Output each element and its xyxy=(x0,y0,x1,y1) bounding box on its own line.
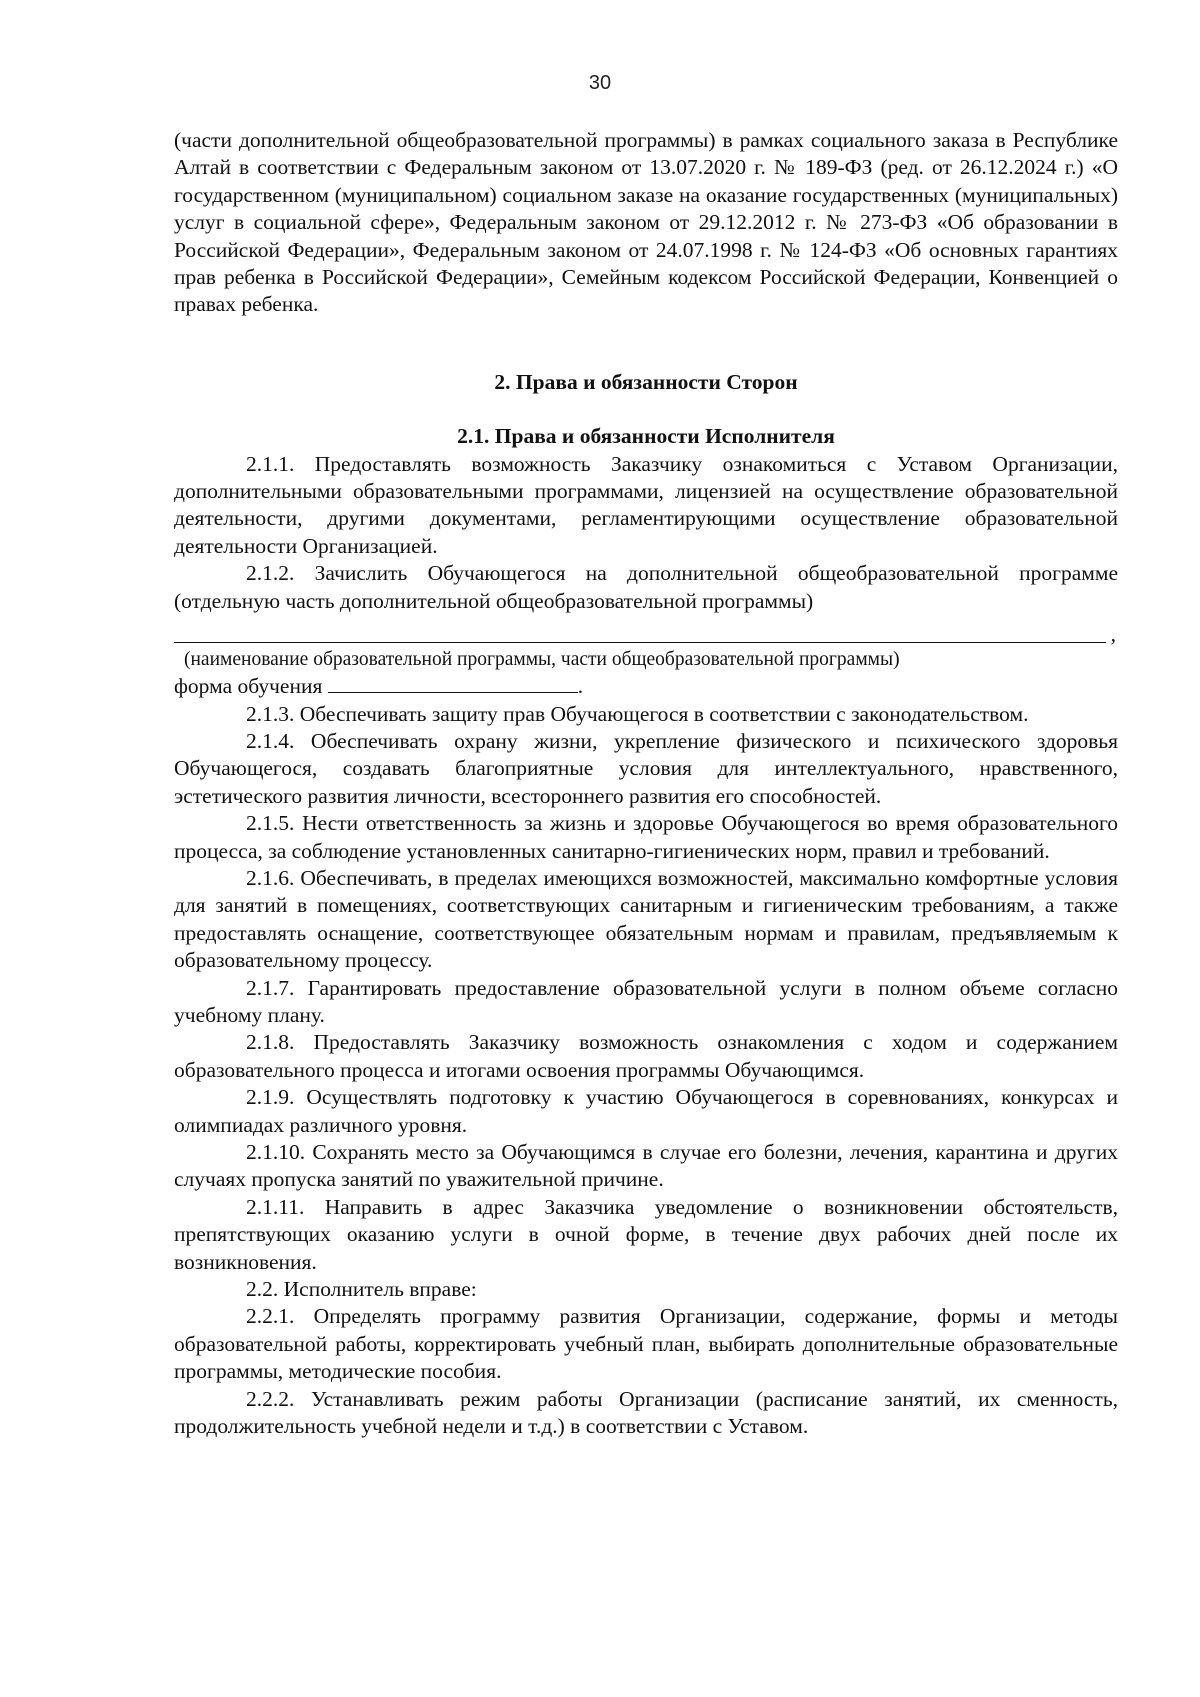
document-body xyxy=(174,127,1118,1440)
clause-2-1-11: 2.1.11. Направить в адрес Заказчика уведомление о возникновении обстоятельств, препятствующих оказанию услуги в очной форме, в течение двух рабочих дней после их возникновения. xyxy=(174,1194,1118,1274)
study-form-label: форма обучения xyxy=(174,674,323,699)
clause-2-1-6: 2.1.6. Обеспечивать, в пределах имеющихся возможностей, максимально комфортные условия для занятий в помещениях, соответствующих санитарным и гигиеническим требованиям, а также предоставлять оснащение, соответствующее обязательным нормам и правилам, предъявляемым к образовательному процессу. xyxy=(174,865,1118,973)
clause-2-1-2: 2.1.2. Зачислить Обучающегося на дополнительной общеобразовательной программе (отдельную часть дополнительной общеобразовательной программы) xyxy=(174,561,1118,613)
page-number: 30 xyxy=(588,72,612,94)
clause-2-1-7: 2.1.7. Гарантировать предоставление образовательной услуги в полном объеме согласно учебному плану. xyxy=(174,975,1118,1027)
section-title: 2. Права и обязанности Сторон xyxy=(494,369,798,394)
clause-2-2: 2.2. Исполнитель вправе: xyxy=(246,1277,477,1302)
clause-2-1-10: 2.1.10. Сохранять место за Обучающимся в случае его болезни, лечения, карантина и других случаях пропуска занятий по уважительной причине. xyxy=(174,1140,1118,1192)
clause-2-1-8: 2.1.8. Предоставлять Заказчику возможность ознакомления с ходом и содержанием образовательного процесса и итогами освоения программы Обучающимся. xyxy=(174,1030,1118,1082)
clause-2-1-3: 2.1.3. Обеспечивать защиту прав Обучающегося в соответствии с законодательством. xyxy=(246,701,1029,726)
clause-2-1-9: 2.1.9. Осуществлять подготовку к участию Обучающегося в соревнованиях, конкурсах и олимпиадах различного уровня. xyxy=(174,1085,1118,1137)
blank-comma: , xyxy=(1110,621,1116,646)
clause-2-1-4: 2.1.4. Обеспечивать охрану жизни, укрепление физического и психического здоровья Обучающегося, создавать благоприятные условия для интеллектуального, нравственного, эстетического развития личности, всестороннего развития его способностей. xyxy=(174,728,1118,808)
study-form-end: . xyxy=(577,674,584,699)
clause-2-2-2: 2.2.2. Устанавливать режим работы Организации (расписание занятий, их сменность, продолжительность учебной недели и т.д.) в соответствии с Уставом. xyxy=(174,1386,1118,1439)
program-name-blank xyxy=(174,615,1116,646)
program-name-caption: (наименование образовательной программы, части общеобразовательной программы) xyxy=(184,649,900,671)
clause-2-1-1: 2.1.1. Предоставлять возможность Заказчику ознакомиться с Уставом Организации, дополнительными образовательными программами, лицензией на осуществление образовательной деятельности, другими документами, регламентирующими осуществление образовательной деятельности Организацией. xyxy=(174,451,1118,558)
subsection-title: 2.1. Права и обязанности Исполнителя xyxy=(457,424,835,449)
clause-2-1-5: 2.1.5. Нести ответственность за жизнь и здоровье Обучающегося во время образовательного процесса, за соблюдение установленных санитарно-гигиенических норм, правил и требований. xyxy=(174,811,1118,863)
study-form-blank xyxy=(328,674,578,693)
intro-paragraph: (части дополнительной общеобразовательной программы) в рамках социального заказа в Республике Алтай в соответствии с Федеральным законом от 13.07.2020 г. № 189-ФЗ (ред. от 26.12.2024 г.) «О государственном (муниципальном) социальном заказе на оказание государственных (муниципальных) услуг в социальной сфере», Федеральным законом от 29.12.2012 г. № 273-ФЗ «Об образовании в Российской Федерации», Федеральным законом от 24.07.1998 г. № 124-ФЗ «Об основных гарантиях прав ребенка в Российской Федерации», Семейным кодексом Российской Федерации, Конвенцией о правах ребенка. xyxy=(174,128,1118,317)
study-form-line xyxy=(174,673,1118,700)
clause-2-2-1: 2.2.1. Определять программу развития Организации, содержание, формы и методы образовательной работы, корректировать учебный план, выбирать дополнительные образовательные программы, методические пособия. xyxy=(174,1304,1118,1384)
